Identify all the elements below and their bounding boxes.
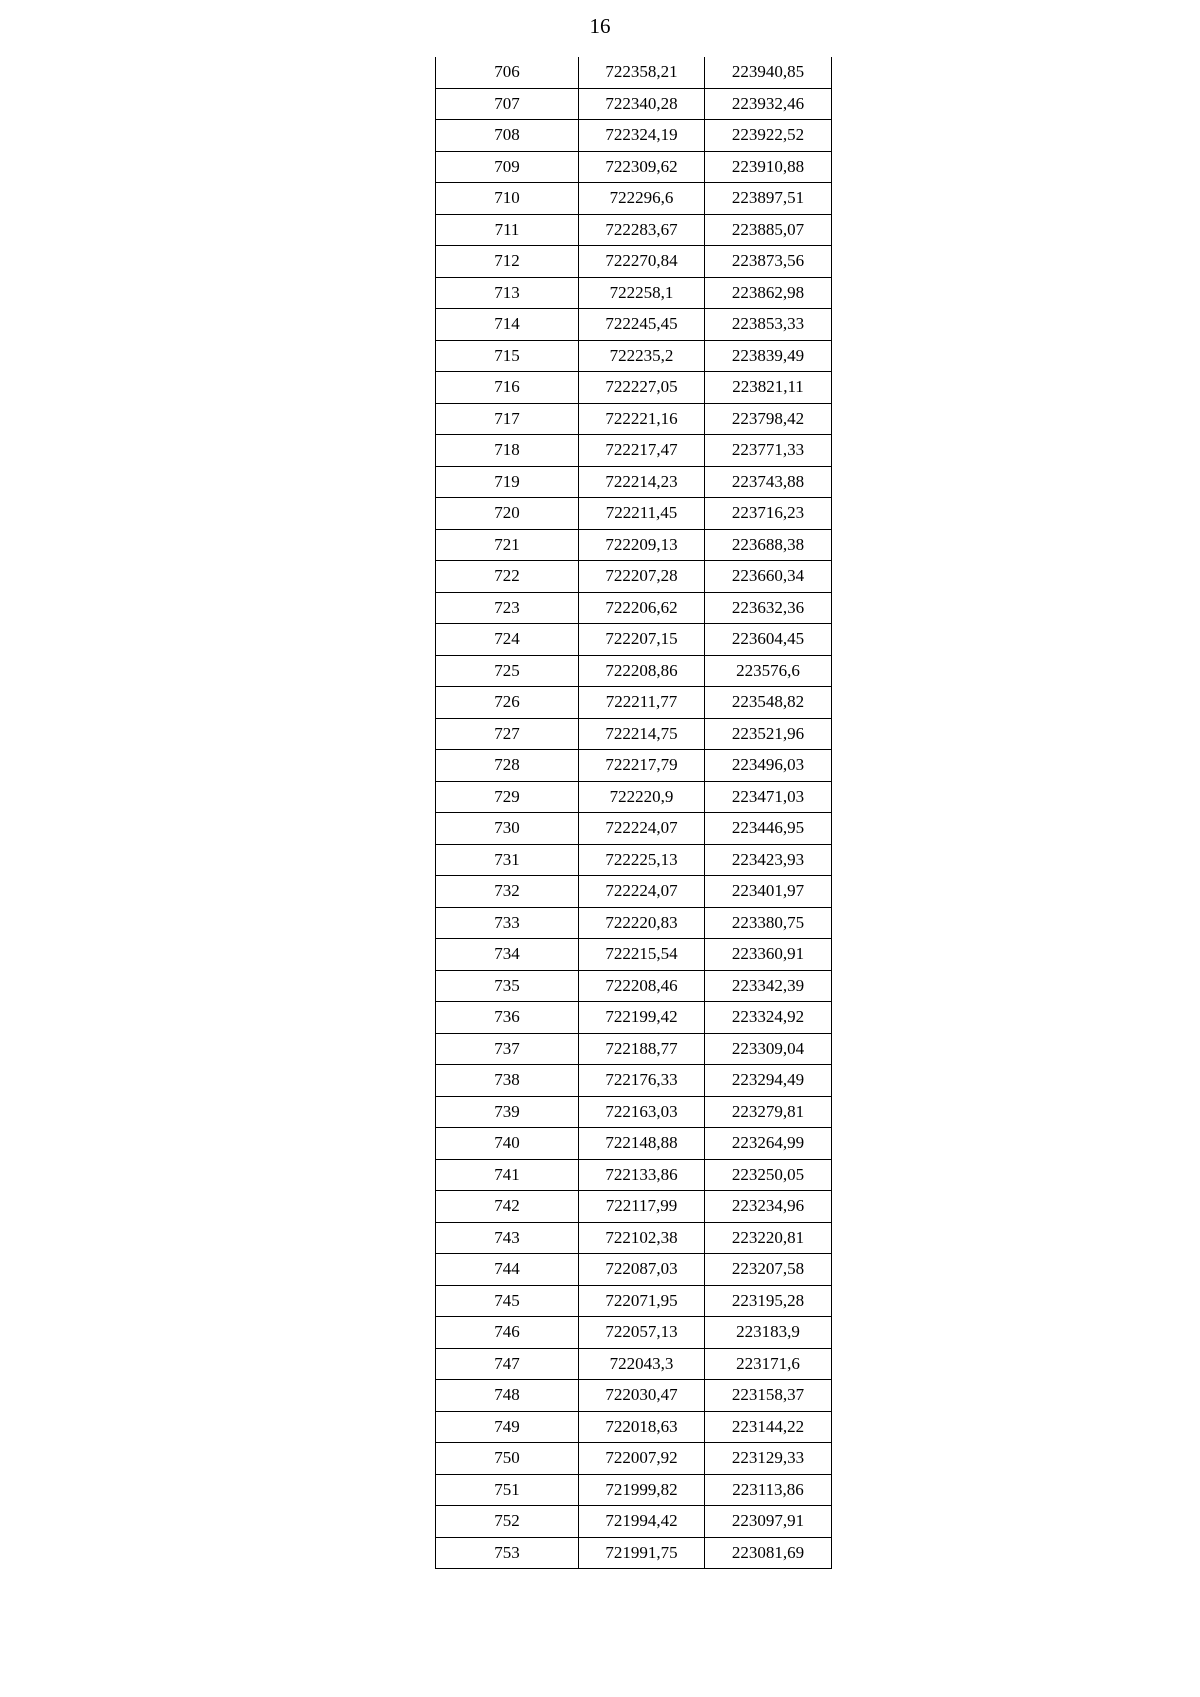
y-coordinate-cell: 223716,23 <box>705 498 832 530</box>
y-coordinate-cell: 223940,85 <box>705 57 832 88</box>
table-row <box>436 88 832 120</box>
x-coordinate-cell: 722340,28 <box>579 88 705 120</box>
point-number-cell: 735 <box>436 970 579 1002</box>
table-row <box>436 624 832 656</box>
point-number-cell: 753 <box>436 1537 579 1569</box>
point-number-cell: 739 <box>436 1096 579 1128</box>
point-number-cell: 716 <box>436 372 579 404</box>
x-coordinate-cell: 722224,07 <box>579 813 705 845</box>
point-number-cell: 710 <box>436 183 579 215</box>
x-coordinate-cell: 722207,15 <box>579 624 705 656</box>
y-coordinate-cell: 223604,45 <box>705 624 832 656</box>
table-row <box>436 907 832 939</box>
y-coordinate-cell: 223250,05 <box>705 1159 832 1191</box>
point-number-cell: 709 <box>436 151 579 183</box>
x-coordinate-cell: 722188,77 <box>579 1033 705 1065</box>
x-coordinate-cell: 722217,79 <box>579 750 705 782</box>
x-coordinate-cell: 722209,13 <box>579 529 705 561</box>
x-coordinate-cell: 722224,07 <box>579 876 705 908</box>
point-number-cell: 745 <box>436 1285 579 1317</box>
table-row <box>436 151 832 183</box>
y-coordinate-cell: 223264,99 <box>705 1128 832 1160</box>
point-number-cell: 733 <box>436 907 579 939</box>
y-coordinate-cell: 223097,91 <box>705 1506 832 1538</box>
table-row <box>436 246 832 278</box>
point-number-cell: 743 <box>436 1222 579 1254</box>
table-row <box>436 1222 832 1254</box>
y-coordinate-cell: 223183,9 <box>705 1317 832 1349</box>
x-coordinate-cell: 722018,63 <box>579 1411 705 1443</box>
x-coordinate-cell: 722133,86 <box>579 1159 705 1191</box>
x-coordinate-cell: 722057,13 <box>579 1317 705 1349</box>
table-row <box>436 750 832 782</box>
y-coordinate-cell: 223576,6 <box>705 655 832 687</box>
point-number-cell: 749 <box>436 1411 579 1443</box>
point-number-cell: 751 <box>436 1474 579 1506</box>
x-coordinate-cell: 722043,3 <box>579 1348 705 1380</box>
table-row <box>436 1317 832 1349</box>
y-coordinate-cell: 223360,91 <box>705 939 832 971</box>
y-coordinate-cell: 223234,96 <box>705 1191 832 1223</box>
y-coordinate-cell: 223446,95 <box>705 813 832 845</box>
y-coordinate-cell: 223207,58 <box>705 1254 832 1286</box>
table-row <box>436 1254 832 1286</box>
y-coordinate-cell: 223496,03 <box>705 750 832 782</box>
table-row <box>436 970 832 1002</box>
point-number-cell: 738 <box>436 1065 579 1097</box>
y-coordinate-cell: 223471,03 <box>705 781 832 813</box>
x-coordinate-cell: 721994,42 <box>579 1506 705 1538</box>
y-coordinate-cell: 223129,33 <box>705 1443 832 1475</box>
table-row <box>436 183 832 215</box>
table-row <box>436 687 832 719</box>
point-number-cell: 722 <box>436 561 579 593</box>
y-coordinate-cell: 223309,04 <box>705 1033 832 1065</box>
y-coordinate-cell: 223220,81 <box>705 1222 832 1254</box>
point-number-cell: 725 <box>436 655 579 687</box>
table-row <box>436 277 832 309</box>
table-row <box>436 718 832 750</box>
y-coordinate-cell: 223897,51 <box>705 183 832 215</box>
x-coordinate-cell: 722358,21 <box>579 57 705 88</box>
table-row <box>436 1380 832 1412</box>
point-number-cell: 744 <box>436 1254 579 1286</box>
table-row <box>436 435 832 467</box>
point-number-cell: 708 <box>436 120 579 152</box>
table-row <box>436 1411 832 1443</box>
table-row <box>436 214 832 246</box>
page-number: 16 <box>589 14 611 38</box>
point-number-cell: 726 <box>436 687 579 719</box>
x-coordinate-cell: 722148,88 <box>579 1128 705 1160</box>
point-number-cell: 750 <box>436 1443 579 1475</box>
point-number-cell: 747 <box>436 1348 579 1380</box>
x-coordinate-cell: 722225,13 <box>579 844 705 876</box>
y-coordinate-cell: 223932,46 <box>705 88 832 120</box>
point-number-cell: 741 <box>436 1159 579 1191</box>
x-coordinate-cell: 722217,47 <box>579 435 705 467</box>
table-row <box>436 529 832 561</box>
table-row <box>436 372 832 404</box>
point-number-cell: 746 <box>436 1317 579 1349</box>
table-row <box>436 309 832 341</box>
y-coordinate-cell: 223771,33 <box>705 435 832 467</box>
x-coordinate-cell: 722220,83 <box>579 907 705 939</box>
x-coordinate-cell: 722102,38 <box>579 1222 705 1254</box>
x-coordinate-cell: 722117,99 <box>579 1191 705 1223</box>
y-coordinate-cell: 223743,88 <box>705 466 832 498</box>
y-coordinate-cell: 223423,93 <box>705 844 832 876</box>
y-coordinate-cell: 223324,92 <box>705 1002 832 1034</box>
x-coordinate-cell: 722211,77 <box>579 687 705 719</box>
y-coordinate-cell: 223885,07 <box>705 214 832 246</box>
y-coordinate-cell: 223922,52 <box>705 120 832 152</box>
x-coordinate-cell: 722211,45 <box>579 498 705 530</box>
point-number-cell: 748 <box>436 1380 579 1412</box>
point-number-cell: 706 <box>436 57 579 88</box>
table-row <box>436 120 832 152</box>
x-coordinate-cell: 722214,23 <box>579 466 705 498</box>
point-number-cell: 713 <box>436 277 579 309</box>
y-coordinate-cell: 223342,39 <box>705 970 832 1002</box>
table-row <box>436 1096 832 1128</box>
table-row <box>436 1285 832 1317</box>
x-coordinate-cell: 722208,86 <box>579 655 705 687</box>
y-coordinate-cell: 223521,96 <box>705 718 832 750</box>
x-coordinate-cell: 722176,33 <box>579 1065 705 1097</box>
y-coordinate-cell: 223839,49 <box>705 340 832 372</box>
table-row <box>436 844 832 876</box>
y-coordinate-cell: 223853,33 <box>705 309 832 341</box>
table-row <box>436 813 832 845</box>
point-number-cell: 707 <box>436 88 579 120</box>
point-number-cell: 727 <box>436 718 579 750</box>
table-row <box>436 498 832 530</box>
x-coordinate-cell: 722245,45 <box>579 309 705 341</box>
table-row <box>436 1348 832 1380</box>
point-number-cell: 731 <box>436 844 579 876</box>
table-row <box>436 655 832 687</box>
point-number-cell: 732 <box>436 876 579 908</box>
y-coordinate-cell: 223688,38 <box>705 529 832 561</box>
x-coordinate-cell: 722235,2 <box>579 340 705 372</box>
y-coordinate-cell: 223380,75 <box>705 907 832 939</box>
table-row <box>436 1474 832 1506</box>
table-row <box>436 781 832 813</box>
table-body <box>436 57 832 1569</box>
x-coordinate-cell: 722283,67 <box>579 214 705 246</box>
x-coordinate-cell: 722227,05 <box>579 372 705 404</box>
x-coordinate-cell: 722007,92 <box>579 1443 705 1475</box>
x-coordinate-cell: 722214,75 <box>579 718 705 750</box>
table-row <box>436 1506 832 1538</box>
table-row <box>436 1191 832 1223</box>
point-number-cell: 720 <box>436 498 579 530</box>
x-coordinate-cell: 721991,75 <box>579 1537 705 1569</box>
y-coordinate-cell: 223401,97 <box>705 876 832 908</box>
point-number-cell: 724 <box>436 624 579 656</box>
y-coordinate-cell: 223171,6 <box>705 1348 832 1380</box>
y-coordinate-cell: 223798,42 <box>705 403 832 435</box>
point-number-cell: 742 <box>436 1191 579 1223</box>
x-coordinate-cell: 722199,42 <box>579 1002 705 1034</box>
table-row <box>436 57 832 88</box>
y-coordinate-cell: 223548,82 <box>705 687 832 719</box>
y-coordinate-cell: 223081,69 <box>705 1537 832 1569</box>
y-coordinate-cell: 223195,28 <box>705 1285 832 1317</box>
x-coordinate-cell: 722215,54 <box>579 939 705 971</box>
y-coordinate-cell: 223873,56 <box>705 246 832 278</box>
x-coordinate-cell: 722208,46 <box>579 970 705 1002</box>
table-row <box>436 1537 832 1569</box>
point-number-cell: 736 <box>436 1002 579 1034</box>
y-coordinate-cell: 223862,98 <box>705 277 832 309</box>
x-coordinate-cell: 722324,19 <box>579 120 705 152</box>
y-coordinate-cell: 223660,34 <box>705 561 832 593</box>
point-number-cell: 721 <box>436 529 579 561</box>
point-number-cell: 712 <box>436 246 579 278</box>
x-coordinate-cell: 722071,95 <box>579 1285 705 1317</box>
x-coordinate-cell: 722206,62 <box>579 592 705 624</box>
table-row <box>436 1033 832 1065</box>
x-coordinate-cell: 722030,47 <box>579 1380 705 1412</box>
point-number-cell: 730 <box>436 813 579 845</box>
table-row <box>436 340 832 372</box>
point-number-cell: 752 <box>436 1506 579 1538</box>
table-row <box>436 466 832 498</box>
point-number-cell: 711 <box>436 214 579 246</box>
table-row <box>436 1065 832 1097</box>
x-coordinate-cell: 722270,84 <box>579 246 705 278</box>
y-coordinate-cell: 223910,88 <box>705 151 832 183</box>
table-row <box>436 592 832 624</box>
point-number-cell: 714 <box>436 309 579 341</box>
x-coordinate-cell: 721999,82 <box>579 1474 705 1506</box>
table-row <box>436 1159 832 1191</box>
y-coordinate-cell: 223279,81 <box>705 1096 832 1128</box>
table-row <box>436 939 832 971</box>
point-number-cell: 715 <box>436 340 579 372</box>
point-number-cell: 718 <box>436 435 579 467</box>
x-coordinate-cell: 722296,6 <box>579 183 705 215</box>
x-coordinate-cell: 722207,28 <box>579 561 705 593</box>
table-row <box>436 1128 832 1160</box>
point-number-cell: 728 <box>436 750 579 782</box>
coordinates-table <box>435 57 832 1569</box>
y-coordinate-cell: 223632,36 <box>705 592 832 624</box>
x-coordinate-cell: 722087,03 <box>579 1254 705 1286</box>
y-coordinate-cell: 223294,49 <box>705 1065 832 1097</box>
table-row <box>436 876 832 908</box>
x-coordinate-cell: 722258,1 <box>579 277 705 309</box>
y-coordinate-cell: 223113,86 <box>705 1474 832 1506</box>
y-coordinate-cell: 223144,22 <box>705 1411 832 1443</box>
point-number-cell: 734 <box>436 939 579 971</box>
x-coordinate-cell: 722163,03 <box>579 1096 705 1128</box>
point-number-cell: 717 <box>436 403 579 435</box>
point-number-cell: 740 <box>436 1128 579 1160</box>
table-row <box>436 561 832 593</box>
x-coordinate-cell: 722221,16 <box>579 403 705 435</box>
table-row <box>436 1443 832 1475</box>
x-coordinate-cell: 722220,9 <box>579 781 705 813</box>
table-row <box>436 403 832 435</box>
y-coordinate-cell: 223821,11 <box>705 372 832 404</box>
point-number-cell: 737 <box>436 1033 579 1065</box>
y-coordinate-cell: 223158,37 <box>705 1380 832 1412</box>
point-number-cell: 729 <box>436 781 579 813</box>
x-coordinate-cell: 722309,62 <box>579 151 705 183</box>
point-number-cell: 719 <box>436 466 579 498</box>
table-row <box>436 1002 832 1034</box>
point-number-cell: 723 <box>436 592 579 624</box>
